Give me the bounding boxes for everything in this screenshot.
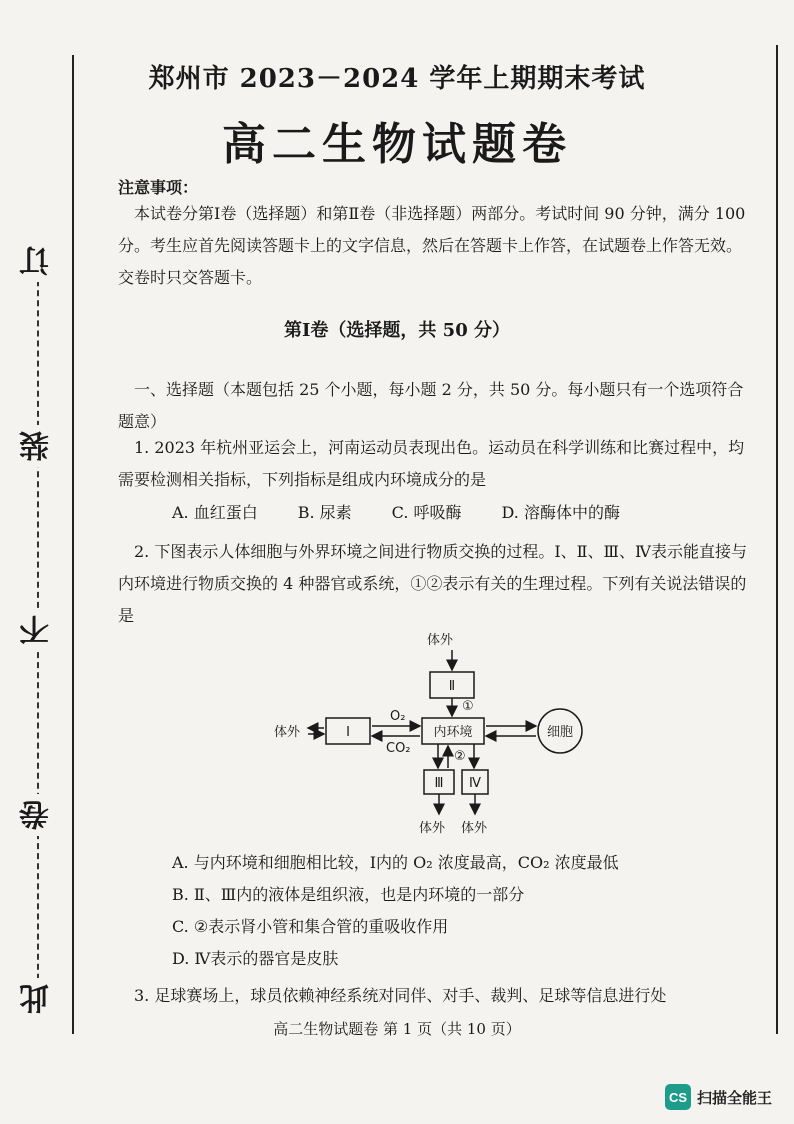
option-b: B. Ⅱ、Ⅲ内的液体是组织液，也是内环境的一部分 xyxy=(172,885,525,904)
notice-body: 本试卷分第Ⅰ卷（选择题）和第Ⅱ卷（非选择题）两部分。考试时间 90 分钟，满分 100 分。考生应首先阅读答题卡上的文字信息，然后在答题卡上作答，在试题卷上作答无效。交卷时只交答题卡。 xyxy=(118,204,746,287)
binding-char: 不 xyxy=(16,609,60,651)
page-footer: 高二生物试题卷 第 1 页（共 10 页） xyxy=(273,1020,521,1038)
outside-label-bottom-2: 体外 xyxy=(460,821,488,836)
paper-title: 高二生物试题卷 xyxy=(222,119,572,170)
binding-char: 卷 xyxy=(16,794,60,836)
box-III-label: Ⅲ xyxy=(434,776,444,791)
binding-line xyxy=(18,240,58,1020)
process-2: ② xyxy=(454,749,466,764)
outside-label-top: 体外 xyxy=(426,633,454,648)
camscanner-logo-icon: CS xyxy=(665,1084,691,1110)
box-I-label: Ⅰ xyxy=(346,725,350,740)
option-c: C. 呼吸酶 xyxy=(391,503,462,522)
right-margin-rule xyxy=(776,45,778,1034)
option-d: D. 溶酶体中的酶 xyxy=(501,503,620,522)
cell-label: 细胞 xyxy=(546,725,574,740)
binding-char: 装 xyxy=(16,425,60,467)
option-c: C. ②表示肾小管和集合管的重吸收作用 xyxy=(172,917,449,936)
exam-title: 郑州市 2023－2024 学年上期期末考试 xyxy=(148,64,646,94)
outside-label-left: 体外 xyxy=(274,725,301,740)
box-II-label: Ⅱ xyxy=(448,679,456,694)
box-IV-label: Ⅳ xyxy=(469,776,481,791)
section-intro: 一、选择题（本题包括 25 个小题，每小题 2 分，共 50 分。每小题只有一个选项符合题意） xyxy=(118,380,744,431)
co2-label: CO₂ xyxy=(386,741,411,756)
o2-label: O₂ xyxy=(390,709,406,724)
process-1: ① xyxy=(462,699,474,714)
option-d: D. Ⅳ表示的器官是皮肤 xyxy=(172,949,339,968)
question-3-stem: 3. 足球赛场上，球员依赖神经系统对同伴、对手、裁判、足球等信息进行处 xyxy=(134,986,667,1005)
exchange-diagram xyxy=(262,628,642,848)
left-margin-rule xyxy=(72,55,74,1034)
outside-label-bottom-1: 体外 xyxy=(418,821,446,836)
internal-environment-label: 内环境 xyxy=(433,725,473,740)
question-2-stem: 2. 下图表示人体细胞与外界环境之间进行物质交换的过程。Ⅰ、Ⅱ、Ⅲ、Ⅳ表示能直接与内环境进行物质交换的 4 种器官或系统，①②表示有关的生理过程。下列有关说法错误的是 xyxy=(118,542,747,625)
option-a: A. 血红蛋白 xyxy=(172,503,258,522)
option-b: B. 尿素 xyxy=(297,503,352,522)
question-1-stem: 1. 2023 年杭州亚运会上，河南运动员表现出色。运动员在科学训练和比赛过程中，均需要检测相关指标，下列指标是组成内环境成分的是 xyxy=(118,438,745,489)
scanner-name: 扫描全能王 xyxy=(696,1089,772,1107)
binding-char: 订 xyxy=(16,240,60,282)
scanner-watermark xyxy=(665,1084,772,1110)
option-a: A. 与内环境和细胞相比较，Ⅰ内的 O₂ 浓度最高，CO₂ 浓度最低 xyxy=(172,853,619,872)
question-1-options xyxy=(172,500,732,523)
binding-char: 此 xyxy=(16,978,60,1020)
notice-heading: 注意事项： xyxy=(118,178,199,197)
section-title: 第Ⅰ卷（选择题，共 50 分） xyxy=(283,320,510,341)
